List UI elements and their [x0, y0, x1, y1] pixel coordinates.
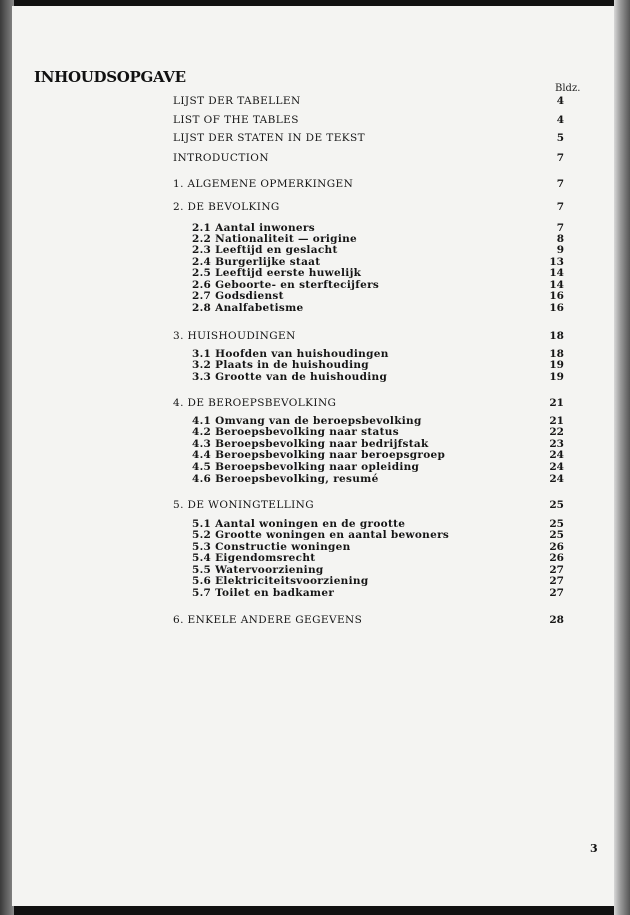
toc-entry-label: 2.6 Geboorte- en sterftecijfers — [192, 279, 380, 291]
toc-entry-label: 4.4 Beroepsbevolking naar beroepsgroep — [192, 449, 446, 461]
toc-entry-page: 24 — [549, 461, 564, 473]
toc-entry-page: 26 — [549, 541, 564, 553]
toc-entry-label: 2.1 Aantal inwoners — [192, 222, 315, 234]
page-number: 3 — [590, 842, 598, 855]
toc-entry — [0, 587, 600, 601]
toc-entry-page: 19 — [549, 371, 564, 383]
toc-entry-page: 25 — [549, 518, 564, 530]
toc-entry-label: 4.1 Omvang van de beroepsbevolking — [192, 415, 422, 427]
toc-entry-label: 5.3 Constructie woningen — [192, 541, 351, 553]
toc-entry-page: 28 — [549, 614, 564, 626]
page-title: INHOUDSOPGAVE — [34, 68, 186, 86]
toc-entry-page: 18 — [549, 330, 564, 342]
toc-entry-page: 21 — [549, 415, 564, 427]
toc-entry-label: 2. DE BEVOLKING — [173, 201, 280, 213]
toc-entry-label: 5.1 Aantal woningen en de grootte — [192, 518, 406, 530]
toc-entry-page: 7 — [556, 152, 564, 164]
toc-entry-page: 7 — [556, 222, 564, 234]
toc-entry-label: 3.3 Grootte van de huishouding — [192, 371, 388, 383]
toc-entry — [0, 330, 600, 344]
toc-entry-label: 2.3 Leeftijd en geslacht — [192, 244, 338, 256]
toc-entry-label: 3. HUISHOUDINGEN — [173, 330, 296, 342]
toc-entry-page: 16 — [549, 290, 564, 302]
toc-entry-page: 27 — [549, 575, 564, 587]
toc-entry — [0, 473, 600, 487]
toc-entry-label: LIJST DER TABELLEN — [173, 95, 301, 107]
toc-entry-label: 1. ALGEMENE OPMERKINGEN — [173, 178, 354, 190]
toc-entry-label: 5.6 Elektriciteitsvoorziening — [192, 575, 369, 587]
toc-entry-label: 5.2 Grootte woningen en aantal bewoners — [192, 529, 450, 541]
toc-entry-label: 2.7 Godsdienst — [192, 290, 284, 302]
toc-entry-label: 6. ENKELE ANDERE GEGEVENS — [173, 614, 363, 626]
toc-entry-label: 2.8 Analfabetisme — [192, 302, 304, 314]
toc-entry — [0, 132, 600, 146]
toc-entry-page: 4 — [556, 95, 564, 107]
toc-entry-page: 16 — [549, 302, 564, 314]
toc-entry — [0, 114, 600, 128]
page-edge — [614, 0, 630, 915]
toc-entry-page: 5 — [556, 132, 564, 144]
toc-entry-label: LIJST DER STATEN IN DE TEKST — [173, 132, 366, 144]
toc-entry-page: 25 — [549, 529, 564, 541]
toc-entry-label: 2.4 Burgerlijke staat — [192, 256, 321, 268]
toc-entry-page: 7 — [556, 178, 564, 190]
toc-entry — [0, 201, 600, 215]
toc-entry-label: 3.2 Plaats in de huishouding — [192, 359, 369, 371]
toc-entry-page: 4 — [556, 114, 564, 126]
toc-entry-label: 2.2 Nationaliteit — origine — [192, 233, 358, 245]
toc-entry-label: 5. DE WONINGTELLING — [173, 499, 315, 511]
toc-entry — [0, 95, 600, 109]
toc-entry-label: 4.2 Beroepsbevolking naar status — [192, 426, 399, 438]
toc-entry-page: 14 — [549, 279, 564, 291]
toc-entry-label: 4.3 Beroepsbevolking naar bedrijfstak — [192, 438, 429, 450]
toc-entry-page: 27 — [549, 587, 564, 599]
toc-entry — [0, 397, 600, 411]
toc-entry-label: 5.7 Toilet en badkamer — [192, 587, 335, 599]
toc-entry-page: 13 — [549, 256, 564, 268]
toc-entry-page: 18 — [549, 348, 564, 360]
toc-entry-page: 24 — [549, 473, 564, 485]
toc-entry-page: 19 — [549, 359, 564, 371]
toc-entry-page: 9 — [556, 244, 564, 256]
toc-entry-page: 8 — [556, 233, 564, 245]
toc-entry-page: 14 — [549, 267, 564, 279]
toc-entry — [0, 178, 600, 192]
toc-entry-page: 7 — [556, 201, 564, 213]
toc-entry-label: INTRODUCTION — [173, 152, 269, 164]
toc-entry-page: 21 — [549, 397, 564, 409]
toc-entry-label: 2.5 Leeftijd eerste huwelijk — [192, 267, 362, 279]
toc-entry-page: 26 — [549, 552, 564, 564]
toc-entry — [0, 152, 600, 166]
page-column-header: Bldz. — [555, 83, 581, 94]
toc-entry-page: 25 — [549, 499, 564, 511]
toc-entry — [0, 302, 600, 316]
toc-entry — [0, 499, 600, 513]
toc-entry-label: 4.5 Beroepsbevolking naar opleiding — [192, 461, 420, 473]
toc-entry-page: 22 — [549, 426, 564, 438]
toc-entry-label: 5.4 Eigendomsrecht — [192, 552, 316, 564]
toc-entry — [0, 614, 600, 628]
toc-entry-label: 3.1 Hoofden van huishoudingen — [192, 348, 389, 360]
toc-entry-label: LIST OF THE TABLES — [173, 114, 299, 126]
toc-entry-page: 24 — [549, 449, 564, 461]
toc-entry — [0, 371, 600, 385]
toc-entry-label: 4. DE BEROEPSBEVOLKING — [173, 397, 337, 409]
toc-entry-page: 23 — [549, 438, 564, 450]
toc-entry-label: 5.5 Watervoorziening — [192, 564, 324, 576]
toc-entry-label: 4.6 Beroepsbevolking, resumé — [192, 473, 379, 485]
toc-entry-page: 27 — [549, 564, 564, 576]
